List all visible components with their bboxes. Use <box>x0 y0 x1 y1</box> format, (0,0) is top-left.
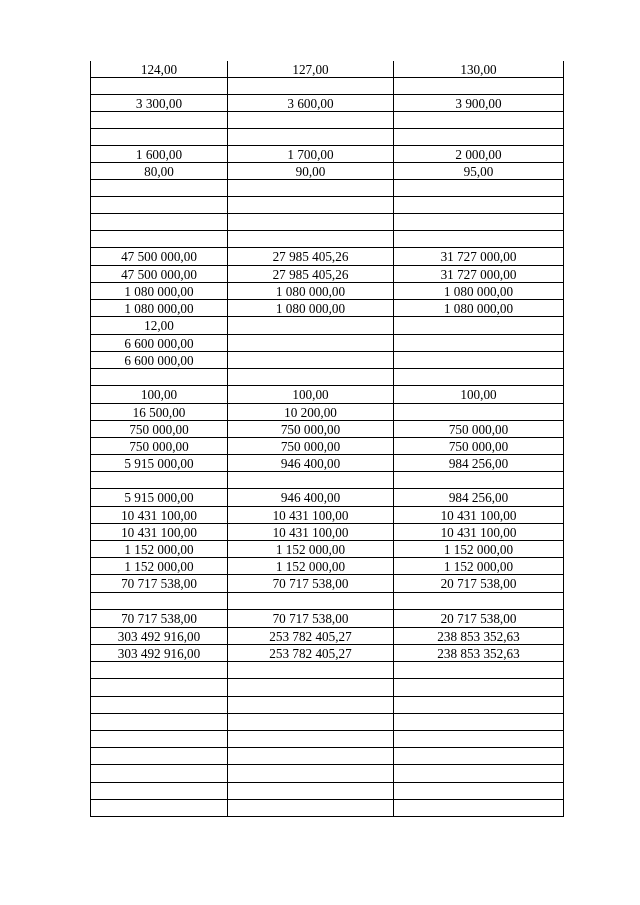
table-cell-col1 <box>91 662 228 678</box>
table-cell-col3 <box>394 317 563 334</box>
table-cell-col1: 303 492 916,00 <box>91 645 228 661</box>
table-cell-col3 <box>394 800 563 816</box>
table-row <box>91 697 563 714</box>
table-cell-col1 <box>91 731 228 747</box>
table-row <box>91 731 563 748</box>
table-row <box>91 421 563 438</box>
table-cell-col1: 5 915 000,00 <box>91 489 228 506</box>
table-cell-col2 <box>228 731 394 747</box>
table-row <box>91 404 563 421</box>
table-row <box>91 197 563 214</box>
table-cell-col2 <box>228 180 394 196</box>
table-cell-col1: 1 600,00 <box>91 146 228 162</box>
table-cell-col1: 10 431 100,00 <box>91 507 228 523</box>
data-table <box>90 61 564 817</box>
table-cell-col3 <box>394 112 563 128</box>
table-cell-col3 <box>394 214 563 230</box>
table-cell-col3 <box>394 697 563 713</box>
table-row <box>91 112 563 129</box>
table-cell-col2: 10 200,00 <box>228 404 394 420</box>
table-cell-col2 <box>228 765 394 782</box>
table-cell-col1 <box>91 748 228 764</box>
table-cell-col2 <box>228 129 394 145</box>
table-cell-col1: 1 080 000,00 <box>91 300 228 316</box>
table-row <box>91 61 563 78</box>
table-row <box>91 558 563 575</box>
table-cell-col2 <box>228 697 394 713</box>
table-cell-col1: 47 500 000,00 <box>91 266 228 282</box>
table-cell-col2: 27 985 405,26 <box>228 248 394 265</box>
table-cell-col1: 750 000,00 <box>91 438 228 454</box>
table-row <box>91 352 563 369</box>
table-cell-col3 <box>394 593 563 609</box>
table-cell-col3 <box>394 180 563 196</box>
table-cell-col3 <box>394 662 563 678</box>
table-row <box>91 679 563 697</box>
table-cell-col1: 1 152 000,00 <box>91 558 228 574</box>
table-cell-col2 <box>228 800 394 816</box>
table-cell-col2: 253 782 405,27 <box>228 628 394 644</box>
table-cell-col3: 130,00 <box>460 62 497 77</box>
table-cell-col3 <box>394 472 563 488</box>
table-row <box>91 610 563 628</box>
table-row <box>91 335 563 352</box>
table-cell-col2: 3 600,00 <box>228 95 394 111</box>
table-cell-col2: 127,00 <box>228 61 394 77</box>
table-cell-col1: 6 600 000,00 <box>91 335 228 351</box>
table-cell-col1 <box>91 714 228 730</box>
table-row <box>91 180 563 197</box>
table-cell-col1: 70 717 538,00 <box>91 610 228 627</box>
table-row <box>91 472 563 489</box>
table-row <box>91 800 563 817</box>
table-row <box>91 129 563 146</box>
table-cell-col3: 1 080 000,00 <box>443 284 514 299</box>
table-cell-col1 <box>91 800 228 816</box>
table-cell-col3 <box>394 369 563 385</box>
table-cell-col3: 750 000,00 <box>448 439 509 454</box>
table-cell-col2 <box>228 714 394 730</box>
table-cell-col3: 20 717 538,00 <box>440 611 517 626</box>
table-cell-col2: 27 985 405,26 <box>228 266 394 282</box>
table-cell-col1: 80,00 <box>91 163 228 179</box>
table-cell-col1: 12,00 <box>91 317 228 334</box>
table-cell-col1 <box>91 112 228 128</box>
table-row <box>91 386 563 404</box>
table-row <box>91 248 563 266</box>
table-cell-col2: 750 000,00 <box>228 438 394 454</box>
table-row <box>91 662 563 679</box>
table-cell-col1: 303 492 916,00 <box>91 628 228 644</box>
table-cell-col1 <box>91 214 228 230</box>
table-cell-col1: 124,00 <box>91 61 228 77</box>
table-cell-col1 <box>91 197 228 213</box>
table-cell-col3: 95,00 <box>463 164 494 179</box>
table-cell-col3 <box>394 731 563 747</box>
table-cell-col2 <box>228 369 394 385</box>
table-row <box>91 593 563 610</box>
table-cell-col1 <box>91 783 228 799</box>
table-cell-col3: 100,00 <box>460 387 497 402</box>
table-cell-col2: 100,00 <box>228 386 394 403</box>
table-cell-col2 <box>228 679 394 696</box>
table-row <box>91 438 563 455</box>
table-cell-col1 <box>91 697 228 713</box>
table-cell-col3: 238 853 352,63 <box>437 646 520 661</box>
table-cell-col3 <box>394 404 563 420</box>
table-cell-col1: 1 152 000,00 <box>91 541 228 557</box>
table-row <box>91 714 563 731</box>
table-cell-col1 <box>91 180 228 196</box>
table-cell-col2 <box>228 748 394 764</box>
table-cell-col2: 10 431 100,00 <box>228 524 394 540</box>
table-row <box>91 300 563 317</box>
table-cell-col3 <box>394 78 563 94</box>
table-cell-col1 <box>91 129 228 145</box>
table-cell-col3 <box>394 783 563 799</box>
table-cell-col1 <box>91 593 228 609</box>
table-cell-col1: 750 000,00 <box>91 421 228 437</box>
table-row <box>91 214 563 231</box>
table-cell-col3 <box>394 679 563 696</box>
table-cell-col1 <box>91 78 228 94</box>
table-cell-col3 <box>394 714 563 730</box>
table-row <box>91 455 563 472</box>
table-cell-col3: 984 256,00 <box>448 456 509 471</box>
table-cell-col3: 20 717 538,00 <box>440 576 517 591</box>
table-cell-col1: 47 500 000,00 <box>91 248 228 265</box>
table-cell-col1: 5 915 000,00 <box>91 455 228 471</box>
table-row <box>91 369 563 386</box>
table-cell-col1: 10 431 100,00 <box>91 524 228 540</box>
table-cell-col2: 90,00 <box>228 163 394 179</box>
table-cell-col2: 10 431 100,00 <box>228 507 394 523</box>
table-row <box>91 783 563 800</box>
table-cell-col2 <box>228 78 394 94</box>
table-cell-col2 <box>228 214 394 230</box>
table-row <box>91 78 563 95</box>
table-cell-col2 <box>228 231 394 247</box>
table-cell-col3: 3 900,00 <box>455 96 502 111</box>
table-cell-col3: 750 000,00 <box>448 422 509 437</box>
table-row <box>91 507 563 524</box>
table-cell-col1: 3 300,00 <box>91 95 228 111</box>
table-cell-col3: 2 000,00 <box>455 147 502 162</box>
table-cell-col3 <box>394 197 563 213</box>
table-cell-col3: 10 431 100,00 <box>440 508 517 523</box>
table-row <box>91 489 563 507</box>
table-row <box>91 95 563 112</box>
table-cell-col1 <box>91 765 228 782</box>
table-row <box>91 163 563 180</box>
table-cell-col3 <box>394 129 563 145</box>
table-cell-col2: 1 700,00 <box>228 146 394 162</box>
table-cell-col2 <box>228 352 394 368</box>
table-cell-col3 <box>394 748 563 764</box>
table-cell-col1 <box>91 231 228 247</box>
table-cell-col2: 1 080 000,00 <box>228 300 394 316</box>
table-row <box>91 765 563 783</box>
table-cell-col3: 10 431 100,00 <box>440 525 517 540</box>
table-cell-col2 <box>228 783 394 799</box>
table-cell-col3: 31 727 000,00 <box>440 267 517 282</box>
table-cell-col1: 1 080 000,00 <box>91 283 228 299</box>
table-row <box>91 541 563 558</box>
table-cell-col3 <box>394 352 563 368</box>
table-cell-col3: 1 152 000,00 <box>443 542 514 557</box>
table-cell-col3 <box>394 765 563 782</box>
table-cell-col2: 70 717 538,00 <box>228 610 394 627</box>
table-cell-col1: 70 717 538,00 <box>91 575 228 592</box>
table-row <box>91 575 563 593</box>
table-cell-col2: 750 000,00 <box>228 421 394 437</box>
table-cell-col1: 16 500,00 <box>91 404 228 420</box>
table-cell-col2 <box>228 593 394 609</box>
table-cell-col2 <box>228 472 394 488</box>
table-cell-col2 <box>228 197 394 213</box>
table-cell-col2: 1 152 000,00 <box>228 541 394 557</box>
table-cell-col2 <box>228 112 394 128</box>
table-row <box>91 317 563 335</box>
table-row <box>91 748 563 765</box>
table-cell-col3: 1 080 000,00 <box>443 301 514 316</box>
table-row <box>91 146 563 163</box>
table-cell-col2: 70 717 538,00 <box>228 575 394 592</box>
table-cell-col3: 31 727 000,00 <box>440 249 517 264</box>
table-cell-col2: 253 782 405,27 <box>228 645 394 661</box>
table-row <box>91 645 563 662</box>
table-cell-col1 <box>91 369 228 385</box>
table-cell-col1 <box>91 472 228 488</box>
table-cell-col2 <box>228 317 394 334</box>
table-cell-col2 <box>228 335 394 351</box>
table-row <box>91 283 563 300</box>
table-cell-col2: 1 080 000,00 <box>228 283 394 299</box>
table-cell-col1: 6 600 000,00 <box>91 352 228 368</box>
table-cell-col3: 238 853 352,63 <box>437 629 520 644</box>
table-cell-col2: 946 400,00 <box>228 489 394 506</box>
table-cell-col1 <box>91 679 228 696</box>
table-row <box>91 231 563 248</box>
table-cell-col3 <box>394 231 563 247</box>
table-row <box>91 266 563 283</box>
table-cell-col3: 984 256,00 <box>448 490 509 505</box>
table-cell-col3: 1 152 000,00 <box>443 559 514 574</box>
table-cell-col2 <box>228 662 394 678</box>
table-cell-col2: 1 152 000,00 <box>228 558 394 574</box>
table-cell-col1: 100,00 <box>91 386 228 403</box>
table-row <box>91 524 563 541</box>
table-row <box>91 628 563 645</box>
table-cell-col3 <box>394 335 563 351</box>
table-cell-col2: 946 400,00 <box>228 455 394 471</box>
